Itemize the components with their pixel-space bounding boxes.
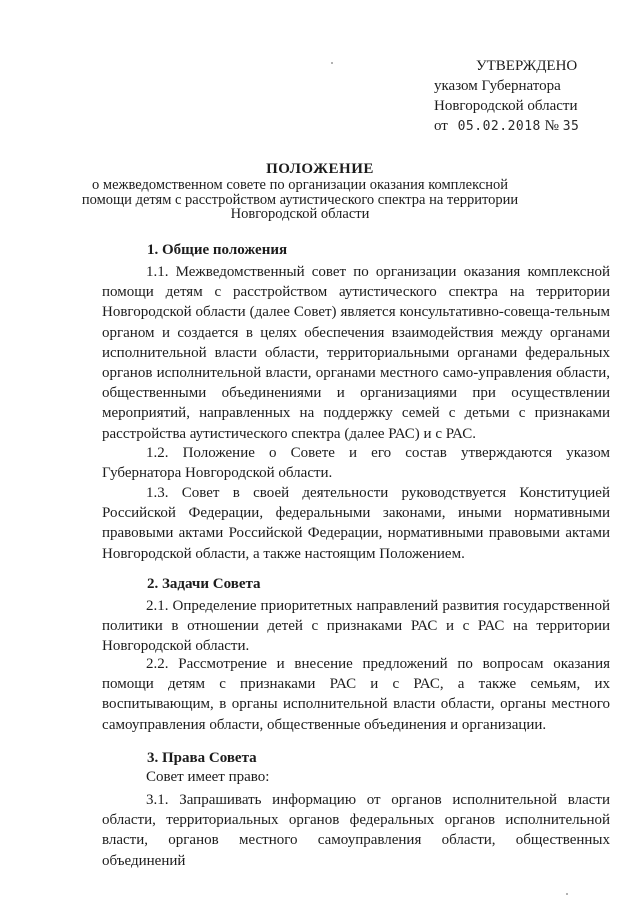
approval-date-line [434,116,634,137]
section-heading-general: 1. Общие положения [147,242,288,258]
approval-region-line: Новгородской области [434,98,578,114]
subtitle-line: о межведомственном совете по организации оказания комплексной [92,177,508,193]
document-title: ПОЛОЖЕНИЕ [266,161,374,177]
paragraph-2-1: 2.1. Определение приоритетных направлений развития государственной политики в отношении детей с признаками РАС и с РАС на территории Новгородской области. [102,598,610,655]
approval-heading: УТВЕРЖДЕНО [476,58,578,74]
scan-speck [566,893,568,895]
approval-number: 35 [562,119,580,134]
paragraph-3-1: 3.1. Запрашивать информацию от органов исполнительной власти области, территориальных органов федеральных органов исполнительной власти, органов местного самоуправления области, общественных объединений [102,792,610,869]
approval-stamp [434,56,634,137]
section-heading-rights: 3. Права Совета [147,750,257,766]
paragraph-1-1: 1.1. Межведомственный совет по организации оказания комплексной помощи детям с расстройством аутистического спектра на территории Новгородской области (далее Совет) является консультативно-совеща-тельным органом и создается в целях обеспечения взаимодействия между органами исполнительной власти области, территориальными органами федеральных органов исполнительной власти, органами местного само-управления области, общественными объединениями и организациями при осуществлении мероприятий, направленных на поддержку семей с детьми с признаками расстройства аутистического спектра (далее РАС) и с РАС. [102,264,610,442]
paragraph-2-2: 2.2. Рассмотрение и внесение предложений по вопросам оказания помощи детям с признаками РАС и с РАС, а также семьям, их воспитывающим, в органы исполнительной власти области, органы местного самоуправления области, общественные объединения и организации. [102,656,610,733]
subtitle-line: Новгородской области [230,206,370,222]
section-heading-tasks: 2. Задачи Совета [147,576,261,592]
subtitle-line: помощи детям с расстройством аутистического спектра на территории [81,191,519,208]
scan-speck [331,62,333,64]
paragraph-1-3: 1.3. Совет в своей деятельности руководствуется Конституцией Российской Федерации, федеральными законами, иными нормативными правовыми актами Российской Федерации, нормативными правовыми актами Новгородской области, а также настоящим Положением. [102,485,610,562]
approval-date: 05.02.2018 [457,119,541,134]
approval-decree-line: указом Губернатора [434,78,561,94]
approval-date-prefix: от [434,118,448,134]
approval-number-sign: № [544,118,559,134]
document-subtitle [80,178,520,222]
section-3-intro: Совет имеет право: [146,769,270,785]
paragraph-1-2: 1.2. Положение о Совете и его состав утверждаются указом Губернатора Новгородской области. [102,445,610,482]
